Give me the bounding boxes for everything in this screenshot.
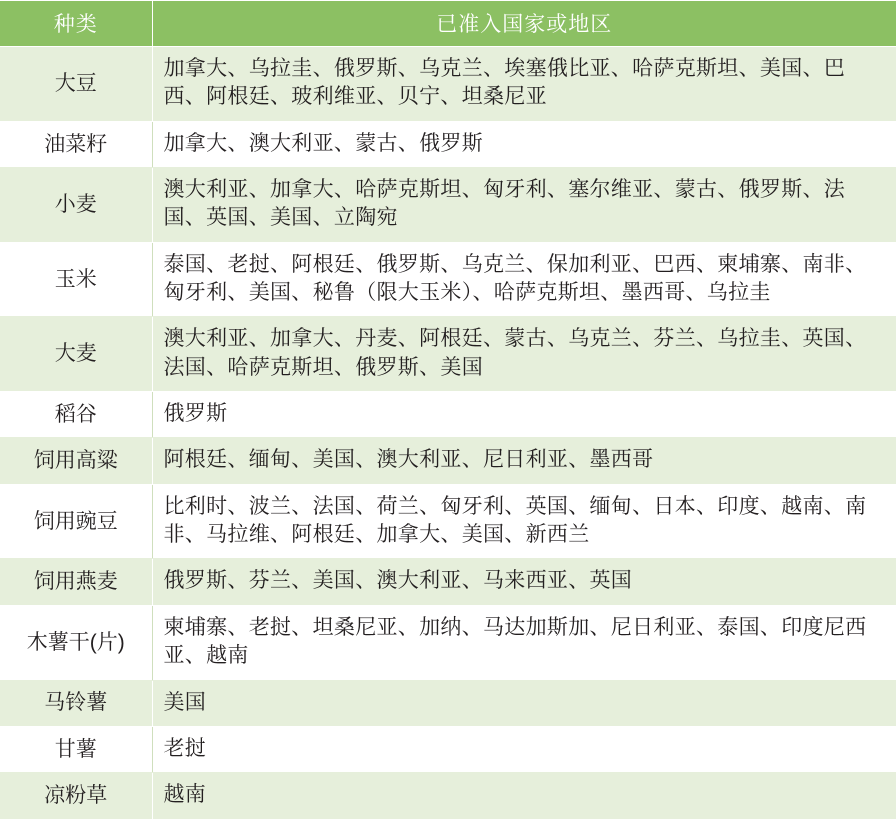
cell-category: 玉米 [0,242,152,317]
cell-countries: 澳大利亚、加拿大、哈萨克斯坦、匈牙利、塞尔维亚、蒙古、俄罗斯、法国、英国、美国、立陶宛 [152,168,896,243]
cell-category: 饲用燕麦 [0,559,152,605]
table-row [0,121,896,167]
cell-category: 凉粉草 [0,773,152,819]
cell-category: 油菜籽 [0,121,152,167]
cell-countries: 柬埔寨、老挝、坦桑尼亚、加纳、马达加斯加、尼日利亚、泰国、印度尼西亚、越南 [152,605,896,680]
cell-category: 稻谷 [0,392,152,438]
table-row [0,47,896,122]
cell-category: 大豆 [0,47,152,122]
column-header-countries: 已准入国家或地区 [152,1,896,47]
table-row [0,392,896,438]
table-row [0,484,896,559]
cell-countries: 加拿大、乌拉圭、俄罗斯、乌克兰、埃塞俄比亚、哈萨克斯坦、美国、巴西、阿根廷、玻利维亚、贝宁、坦桑尼亚 [152,47,896,122]
cell-countries: 澳大利亚、加拿大、丹麦、阿根廷、蒙古、乌克兰、芬兰、乌拉圭、英国、法国、哈萨克斯坦、俄罗斯、美国 [152,317,896,392]
cell-countries: 美国 [152,680,896,726]
cell-countries: 泰国、老挝、阿根廷、俄罗斯、乌克兰、保加利亚、巴西、柬埔寨、南非、匈牙利、美国、秘鲁（限大玉米）、哈萨克斯坦、墨西哥、乌拉圭 [152,242,896,317]
cell-category: 小麦 [0,168,152,243]
table-row [0,773,896,819]
table-row [0,317,896,392]
table-row [0,680,896,726]
cell-category: 饲用高粱 [0,438,152,484]
cell-countries: 越南 [152,773,896,819]
cell-category: 木薯干(片) [0,605,152,680]
cell-countries: 阿根廷、缅甸、美国、澳大利亚、尼日利亚、墨西哥 [152,438,896,484]
cell-countries: 俄罗斯 [152,392,896,438]
cell-category: 甘薯 [0,726,152,772]
cell-countries: 俄罗斯、芬兰、美国、澳大利亚、马来西亚、英国 [152,559,896,605]
table-row [0,605,896,680]
column-header-category: 种类 [0,1,152,47]
table-row [0,438,896,484]
table-row [0,242,896,317]
cell-category: 大麦 [0,317,152,392]
table-header-row [0,1,896,47]
table-row [0,726,896,772]
cell-category: 马铃薯 [0,680,152,726]
table-row [0,168,896,243]
cell-countries: 比利时、波兰、法国、荷兰、匈牙利、英国、缅甸、日本、印度、越南、南非、马拉维、阿根廷、加拿大、美国、新西兰 [152,484,896,559]
table-body [0,47,896,819]
cell-countries: 老挝 [152,726,896,772]
cell-category: 饲用豌豆 [0,484,152,559]
cell-countries: 加拿大、澳大利亚、蒙古、俄罗斯 [152,121,896,167]
table-row [0,559,896,605]
